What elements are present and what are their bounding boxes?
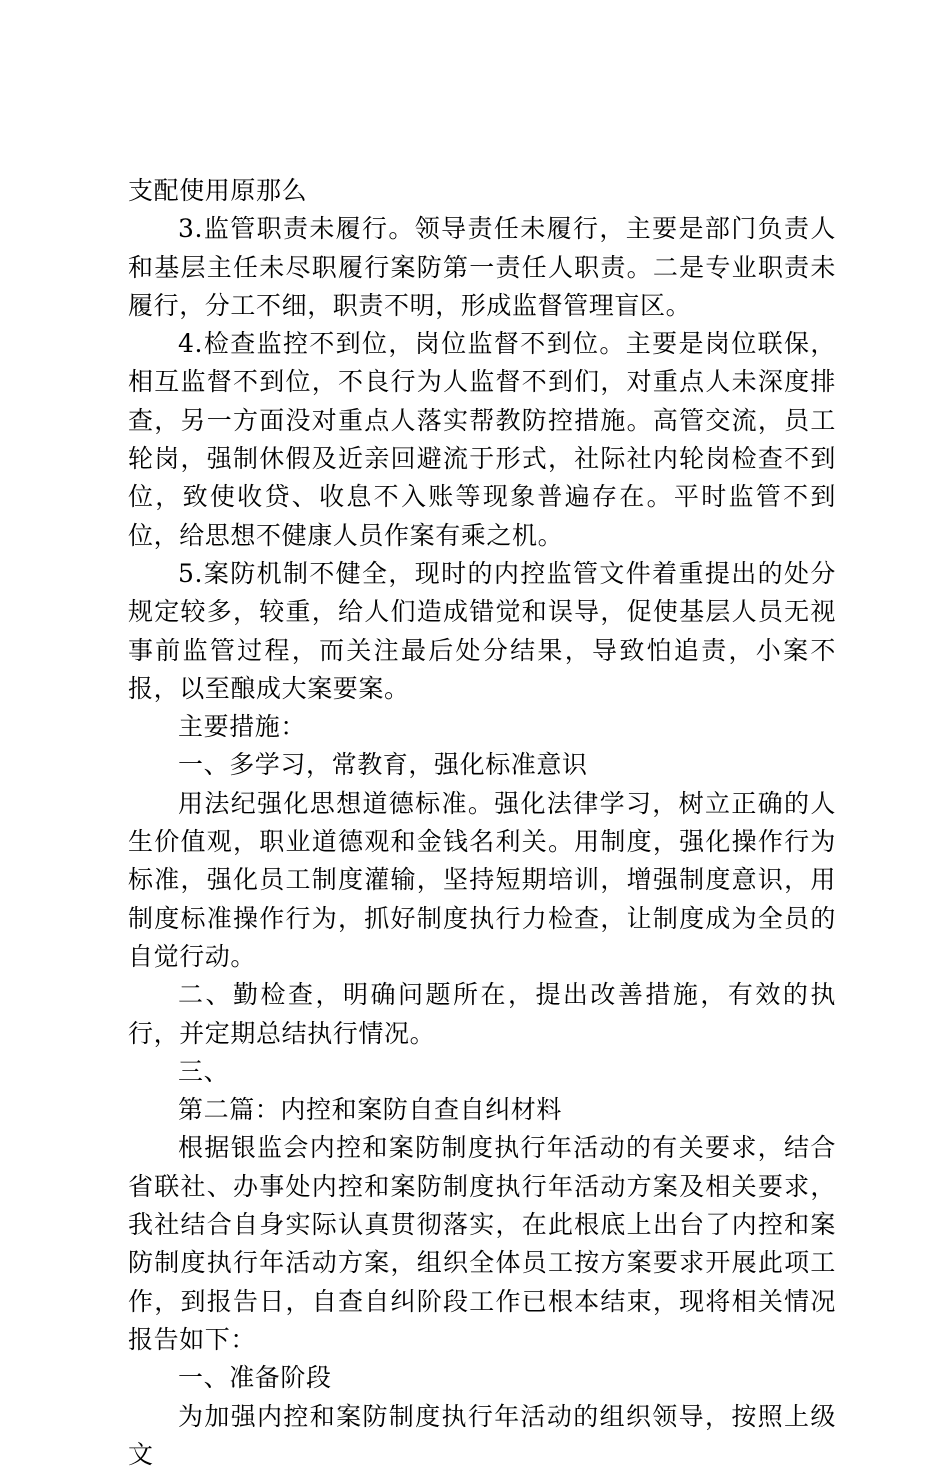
paragraph: 二、勤检查，明确问题所在，提出改善措施，有效的执行，并定期总结执行情况。 — [128, 976, 836, 1053]
chapter-title: 第二篇：内控和案防自查自纠材料 — [128, 1091, 836, 1129]
paragraph: 用法纪强化思想道德标准。强化法律学习，树立正确的人生价值观，职业道德观和金钱名利关。用制度，强化操作行为标准，强化员工制度灌输，坚持短期培训，增强制度意识，用制度标准操作行为，抓好制度执行力检查，让制度成为全员的自觉行动。 — [128, 785, 836, 976]
paragraph: 4.检查监控不到位，岗位监督不到位。主要是岗位联保，相互监督不到位，不良行为人监督不到们，对重点人未深度排查，另一方面没对重点人落实帮教防控措施。高管交流，员工轮岗，强制休假及近亲回避流于形式，社际社内轮岗检查不到位，致使收贷、收息不入账等现象普遍存在。平时监管不到位，给思想不健康人员作案有乘之机。 — [128, 325, 836, 555]
document-body — [128, 172, 836, 1474]
section-heading: 一、多学习，常教育，强化标准意识 — [128, 746, 836, 784]
section-heading: 主要措施： — [128, 708, 836, 746]
paragraph: 5.案防机制不健全，现时的内控监管文件着重提出的处分规定较多，较重，给人们造成错觉和误导，促使基层人员无视事前监管过程，而关注最后处分结果，导致怕追责，小案不报，以至酿成大案要案。 — [128, 555, 836, 708]
paragraph: 3.监管职责未履行。领导责任未履行，主要是部门负责人和基层主任未尽职履行案防第一责任人职责。二是专业职责未履行，分工不细，职责不明，形成监督管理盲区。 — [128, 210, 836, 325]
paragraph: 支配使用原那么 — [128, 172, 836, 210]
section-heading: 一、准备阶段 — [128, 1359, 836, 1397]
paragraph: 根据银监会内控和案防制度执行年活动的有关要求，结合省联社、办事处内控和案防制度执行年活动方案及相关要求，我社结合自身实际认真贯彻落实，在此根底上出台了内控和案防制度执行年活动方案，组织全体员工按方案要求开展此项工作，到报告日，自查自纠阶段工作已根本结束，现将相关情况报告如下： — [128, 1129, 836, 1359]
section-heading: 三、 — [128, 1053, 836, 1091]
paragraph: 为加强内控和案防制度执行年活动的组织领导，按照上级文 — [128, 1398, 836, 1474]
